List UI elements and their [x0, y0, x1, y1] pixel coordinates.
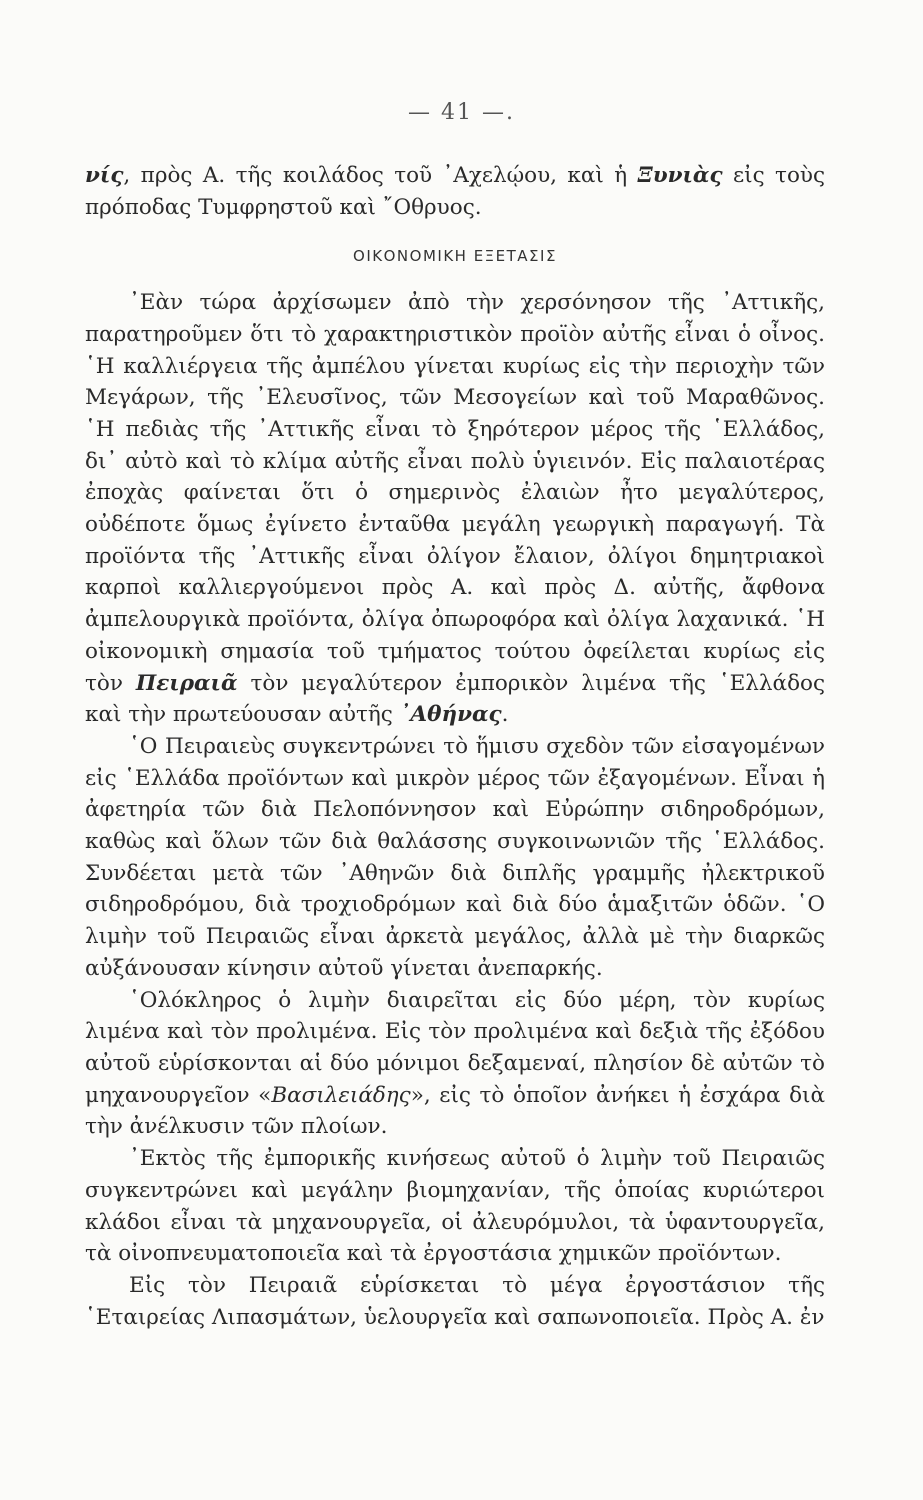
body-paragraph	[85, 985, 825, 1144]
emphasized-name: Ξυνιὰς	[637, 163, 723, 188]
page-number: — 41 —.	[408, 100, 515, 125]
text-run: Εἰς τὸν Πειραιᾶ εὑρίσκεται τὸ μέγα ἐργοστάσιον τῆς ῾Εταιρείας Λιπασμάτων, ὑελουργεῖα καὶ σαπωνοποιεῖα. Πρὸς Α. ἐν	[85, 1272, 825, 1330]
emphasized-name: ᾿Αθήνας	[399, 702, 502, 728]
text-run: ᾿Εὰν τώρα ἀρχίσωμεν ἀπὸ τὴν χερσόνησον τῆς ᾿Αττικῆς, παρατηροῦμεν ὅτι τὸ χαρακτηριστικὸν προϊὸν αὐτῆς εἶναι ὁ οἶνος. ῾Η καλλιέργεια τῆς ἀμπέλου γίνεται κυρίως εἰς τὴν περιοχὴν τῶν Μεγάρων, τῆς ᾿Ελευσῖνος, τῶν Μεσογείων καὶ τοῦ Μαραθῶνος. ῾Η πεδιὰς τῆς ᾿Αττικῆς εἶναι τὸ ξηρότερον μέρος τῆς ῾Ελλάδος, δι᾿ αὐτὸ καὶ τὸ κλίμα αὐτῆς εἶναι πολὺ ὑγιεινόν. Εἰς παλαιοτέρας ἐποχὰς φαίνεται ὅτι ὁ σημερινὸς ἐλαιὼν ἦτο μεγαλύτερος, οὐδέποτε ὅμως ἐγίνετο ἐνταῦθα μεγάλη γεωργικὴ παραγωγή. Τὰ προϊόντα τῆς ᾿Αττικῆς εἶναι ὀλίγον ἔλαιον, ὀλίγοι δημητριακοὶ καρποὶ καλλιεργούμενοι πρὸς Α. καὶ πρὸς Δ. αὐτῆς, ἄφθονα ἀμπελουργικὰ προϊόντα, ὀλίγα ὀπωροφόρα καὶ ὀλίγα λαχανικά. ῾Η οἰκονομικὴ σημασία τοῦ τμήματος τούτου ὀφείλεται κυρίως εἰς τὸν	[85, 290, 825, 696]
text-run: ῾Ολόκληρος ὁ λιμὴν διαιρεῖται εἰς δύο μέρη, τὸν κυρίως λιμένα καὶ τὸν προλιμένα. Εἰς τὸν προλιμένα καὶ δεξιὰ τῆς ἐξόδου αὐτοῦ εὑρίσκονται αἱ δύο μόνιμοι δεξαμεναί, πλησίον δὲ αὐτῶν τὸ μηχανουργεῖον «	[85, 987, 825, 1108]
body-paragraph	[85, 1270, 825, 1333]
text-run: ᾿Εκτὸς τῆς ἐμπορικῆς κινήσεως αὐτοῦ ὁ λιμὴν τοῦ Πειραιῶς συγκεντρώνει καὶ μεγάλην βιομηχανίαν, τῆς ὁποίας κυριώτεροι κλάδοι εἶναι τὰ μηχανουργεῖα, οἱ ἀλευρόμυλοι, τὰ ὑφαντουργεῖα, τὰ οἰνοπνευματοποιεῖα καὶ τὰ ἐργοστάσια χημικῶν προϊόντων.	[85, 1146, 825, 1267]
text-run: , πρὸς Α. τῆς κοιλάδος τοῦ ᾿Αχελῴου, καὶ ἡ	[123, 163, 638, 188]
paragraphs	[85, 287, 825, 1333]
text-run: .	[501, 702, 509, 728]
emphasized-name: νίς	[85, 163, 124, 188]
emphasized-name: Πειραιᾶ	[135, 670, 238, 696]
text-run: », εἰς τὸ ὁποῖον ἀνήκει ἡ ἐσχάρα διὰ τὴν ἀνέλκυσιν τῶν πλοίων.	[85, 1082, 825, 1140]
body-paragraph	[85, 287, 825, 731]
italic-name: Βασιλειάδης	[271, 1082, 411, 1108]
body-paragraph	[85, 731, 825, 985]
intro-paragraph	[85, 160, 825, 223]
text-run: ῾Ο Πειραιεὺς συγκεντρώνει τὸ ἥμισυ σχεδὸν τῶν εἰσαγομένων εἰς ῾Ελλάδα προϊόντων καὶ μικρὸν μέρος τῶν ἐξαγομένων. Εἶναι ἡ ἀφετηρία τῶν διὰ Πελοπόννησον καὶ Εὐρώπην σιδηροδρόμων, καθὼς καὶ ὅλων τῶν διὰ θαλάσσης συγκοινωνιῶν τῆς ῾Ελλάδος. Συνδέεται μετὰ τῶν ᾿Αθηνῶν διὰ διπλῆς γραμμῆς ἠλεκτρικοῦ σιδηροδρόμου, διὰ τροχιοδρόμων καὶ διὰ δύο ἁμαξιτῶν ὁδῶν. ῾Ο λιμὴν τοῦ Πειραιῶς εἶναι ἀρκετὰ μεγάλος, ἀλλὰ μὲ τὴν διαρκῶς αὐξάνουσαν κίνησιν αὐτοῦ γίνεται ἀνεπαρκής.	[85, 733, 825, 981]
body-paragraph	[85, 1143, 825, 1270]
text-run: τὸν μεγαλύτερον ἐμπορικὸν λιμένα τῆς ῾Ελλάδος καὶ τὴν πρωτεύουσαν αὐτῆς	[85, 670, 825, 728]
section-heading: ΟΙΚΟΝΟΜΙΚΗ ΕΞΕΤΑΣΙΣ	[353, 247, 557, 266]
text-run: εἰς τοὺς πρόποδας Τυμφρηστοῦ καὶ ῎Οθρυος.	[85, 163, 825, 220]
document-body	[85, 160, 825, 1333]
